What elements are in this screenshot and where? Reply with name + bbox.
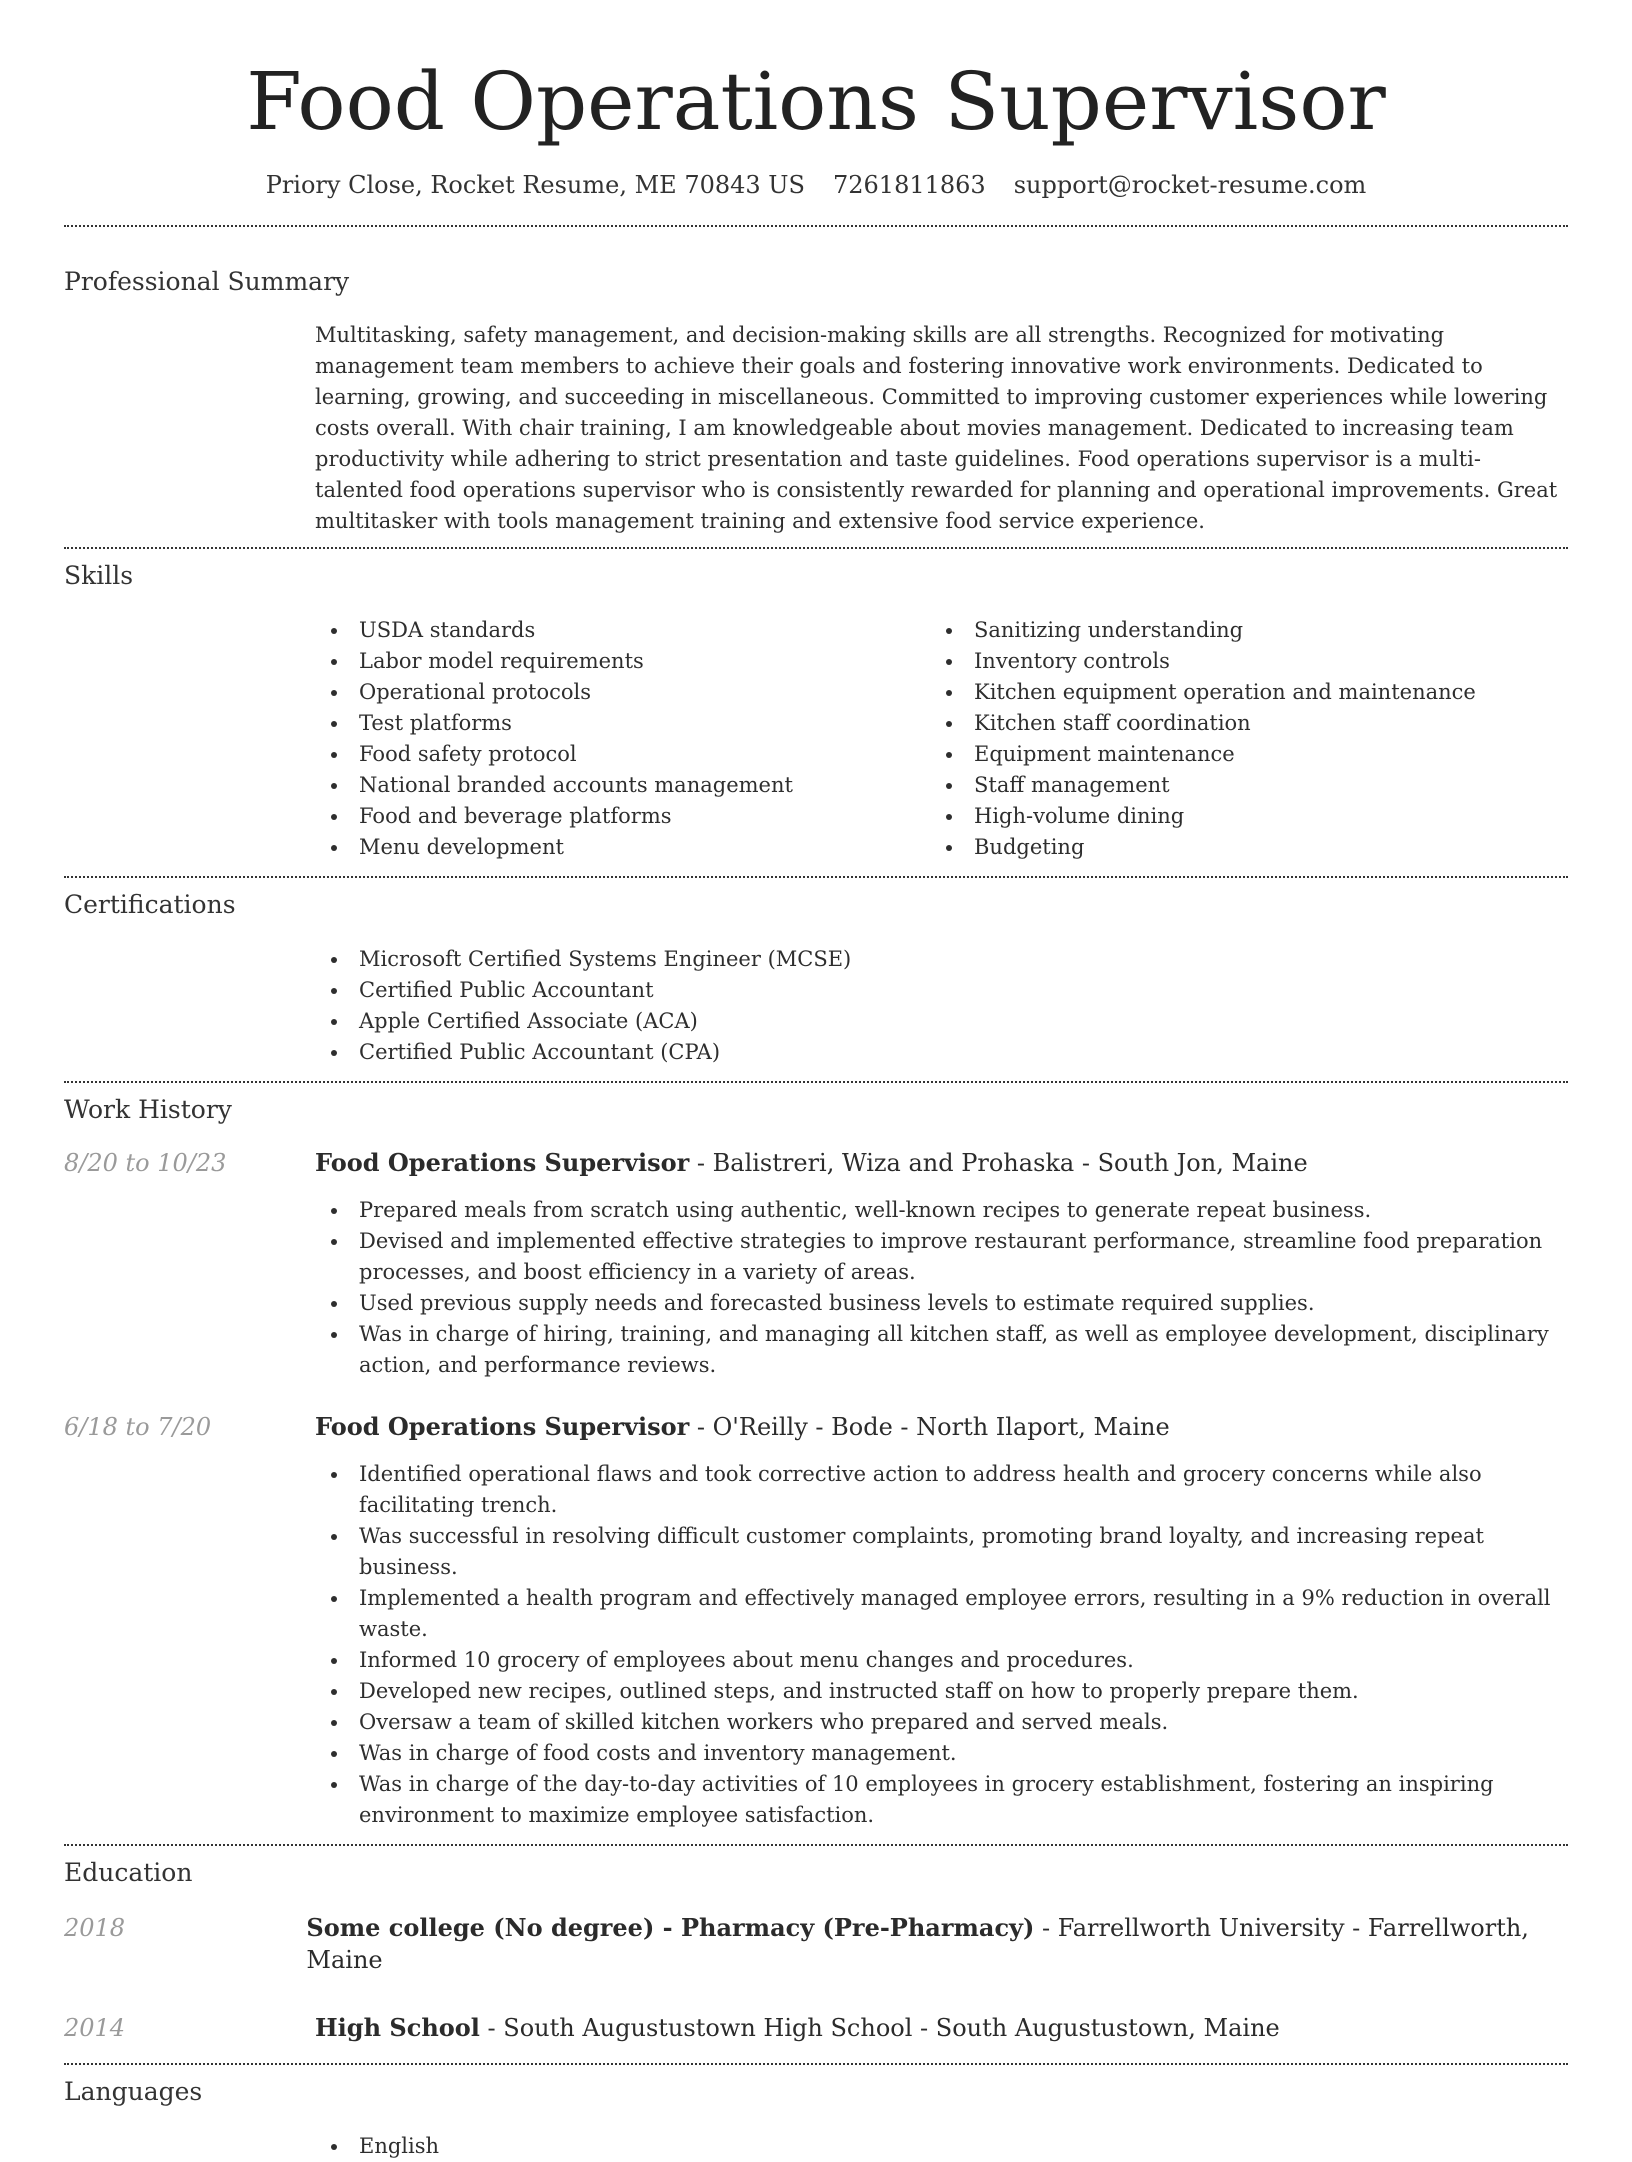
skills-list-left [315, 615, 930, 863]
skills-columns [315, 615, 1568, 863]
language-item: English [315, 2131, 1568, 2162]
certification-item: Certified Public Accountant [315, 975, 1568, 1006]
section-divider [64, 547, 1568, 549]
languages-title: Languages [64, 2077, 203, 2106]
work-history-section [64, 1095, 1568, 1831]
skill-item: High-volume dining [930, 801, 1545, 832]
job-dates: 8/20 to 10/23 [64, 1149, 227, 1177]
job-bullet: Was successful in resolving difficult customer complaints, promoting brand loyalty, and increasing repeat business. [315, 1521, 1568, 1583]
job-headline [315, 1147, 1308, 1179]
skill-item: Staff management [930, 770, 1545, 801]
education-degree: Some college (No degree) - Pharmacy (Pre-Pharmacy) [306, 1913, 1035, 1942]
resume-header [64, 0, 1568, 200]
job-headline [315, 1411, 1170, 1443]
job-bullets [315, 1195, 1568, 1381]
skill-item: Menu development [315, 832, 930, 863]
languages-section [64, 2077, 1568, 2162]
skill-item: Food safety protocol [315, 739, 930, 770]
job-bullets [315, 1459, 1568, 1831]
education-year: 2014 [64, 2014, 126, 2042]
section-divider [64, 1844, 1568, 1846]
certification-item: Certified Public Accountant (CPA) [315, 1037, 1568, 1068]
education-section [64, 1858, 1568, 2044]
job-entry [64, 1411, 1568, 1831]
job-bullet: Devised and implemented effective strategies to improve restaurant performance, streamline food preparation processes, and boost efficiency in a variety of areas. [315, 1226, 1568, 1288]
skill-item: Food and beverage platforms [315, 801, 930, 832]
skill-item: Sanitizing understanding [930, 615, 1545, 646]
job-bullet: Was in charge of the day-to-day activities of 10 employees in grocery establishment, fostering an inspiring environment to maximize employee satisfaction. [315, 1769, 1568, 1831]
section-divider [64, 225, 1568, 227]
education-headline [315, 2012, 1280, 2044]
contact-line [64, 170, 1568, 200]
certifications-list [315, 944, 1568, 1068]
job-dates: 6/18 to 7/20 [64, 1413, 212, 1441]
job-role: Food Operations Supervisor [315, 1412, 690, 1441]
education-school: - Farrellworth University - Farrellworth, Maine [306, 1914, 1529, 1974]
skill-item: Labor model requirements [315, 646, 930, 677]
education-year: 2018 [64, 1914, 126, 1942]
certifications-section [64, 890, 1568, 1068]
summary-section [64, 267, 1568, 537]
section-divider [64, 1081, 1568, 1083]
skill-item: Operational protocols [315, 677, 930, 708]
job-bullet: Used previous supply needs and forecasted business levels to estimate required supplies. [315, 1288, 1568, 1319]
skill-item: Equipment maintenance [930, 739, 1545, 770]
job-bullet: Oversaw a team of skilled kitchen workers who prepared and served meals. [315, 1707, 1568, 1738]
skills-title: Skills [64, 561, 134, 590]
candidate-name: Food Operations Supervisor [246, 55, 1386, 148]
section-divider [64, 876, 1568, 878]
summary-title: Professional Summary [64, 267, 350, 296]
education-headline [306, 1912, 1568, 1976]
job-bullet: Was in charge of hiring, training, and managing all kitchen staff, as well as employee development, disciplinary action, and performance reviews. [315, 1319, 1568, 1381]
education-entry [64, 2012, 1568, 2044]
job-bullet: Prepared meals from scratch using authentic, well-known recipes to generate repeat business. [315, 1195, 1568, 1226]
job-bullet: Implemented a health program and effectively managed employee errors, resulting in a 9% reduction in overall waste. [315, 1583, 1568, 1645]
resume-page [64, 0, 1568, 2162]
contact-phone: 7261811863 [832, 171, 986, 199]
education-school: - South Augustustown High School - South Augustustown, Maine [479, 2014, 1280, 2042]
education-title: Education [64, 1858, 193, 1887]
job-entry [64, 1147, 1568, 1381]
contact-email: support@rocket-resume.com [1013, 171, 1367, 199]
work-history-title: Work History [64, 1095, 232, 1124]
education-degree: High School [315, 2013, 480, 2042]
certification-item: Apple Certified Associate (ACA) [315, 1006, 1568, 1037]
education-entry [64, 1912, 1568, 1976]
job-bullet: Was in charge of food costs and inventory management. [315, 1738, 1568, 1769]
skill-item: Inventory controls [930, 646, 1545, 677]
section-divider [64, 2063, 1568, 2065]
job-employer: - Balistreri, Wiza and Prohaska - South Jon, Maine [689, 1149, 1308, 1177]
skill-item: Test platforms [315, 708, 930, 739]
skill-item: Kitchen equipment operation and maintenance [930, 677, 1545, 708]
skill-item: Kitchen staff coordination [930, 708, 1545, 739]
skills-section [64, 561, 1568, 863]
skill-item: USDA standards [315, 615, 930, 646]
skill-item: Budgeting [930, 832, 1545, 863]
skills-list-right [930, 615, 1545, 863]
contact-address: Priory Close, Rocket Resume, ME 70843 US [265, 171, 805, 199]
skill-item: National branded accounts management [315, 770, 930, 801]
job-header [64, 1411, 1568, 1443]
summary-text: Multitasking, safety management, and decision-making skills are all strengths. Recognized for motivating management team members to achieve their goals and fostering innovative work environments. Dedicated to learning, growing, and succeeding in miscellaneous. Committed to improving customer experiences while lowering costs overall. With chair training, I am knowledgeable about movies management. Dedicated to increasing team productivity while adhering to strict presentation and taste guidelines. Food operations supervisor is a multi-talented food operations supervisor who is consistently rewarded for planning and operational improvements. Great multitasker with tools management training and extensive food service experience. [315, 323, 1558, 533]
job-role: Food Operations Supervisor [315, 1148, 690, 1177]
certifications-title: Certifications [64, 890, 236, 919]
job-bullet: Developed new recipes, outlined steps, and instructed staff on how to properly prepare them. [315, 1676, 1568, 1707]
job-bullet: Identified operational flaws and took corrective action to address health and grocery concerns while also facilitating trench. [315, 1459, 1568, 1521]
job-employer: - O'Reilly - Bode - North Ilaport, Maine [689, 1413, 1170, 1441]
certification-item: Microsoft Certified Systems Engineer (MCSE) [315, 944, 1568, 975]
job-header [64, 1147, 1568, 1179]
languages-list [315, 2131, 1568, 2162]
job-bullet: Informed 10 grocery of employees about menu changes and procedures. [315, 1645, 1568, 1676]
